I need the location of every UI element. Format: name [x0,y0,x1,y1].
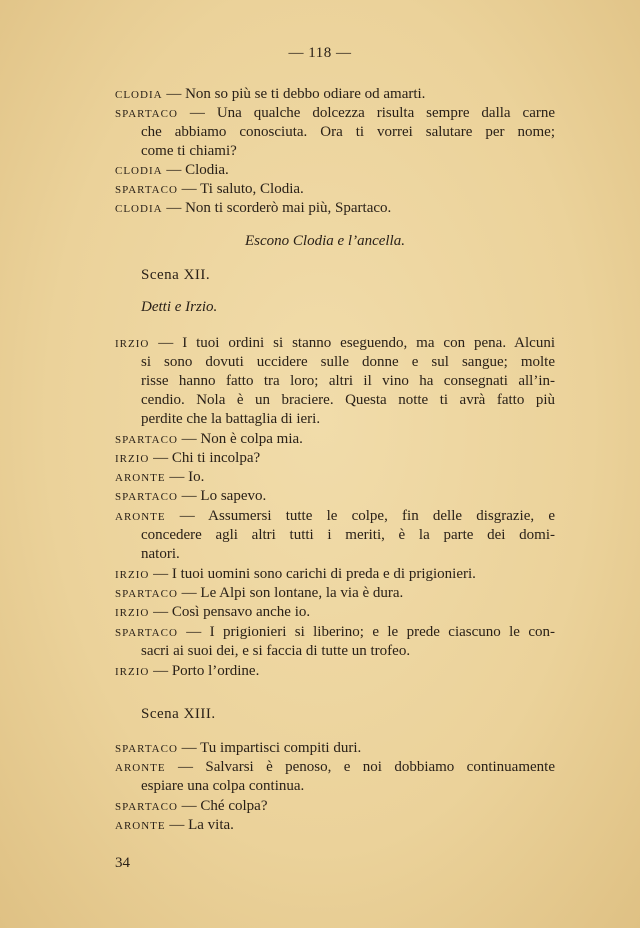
dialogue-line [115,430,555,450]
speaker-name: SPARTACO [115,801,178,813]
line-text: — I tuoi uomini sono carichi di preda e di prigionieri. [149,566,476,582]
line-text: — Una qualche dolcezza risulta sempre dalla carne [177,105,555,121]
line-text: — Salvarsi è penoso, e noi dobbiamo continuamente [165,759,555,775]
line-text: sacri ai suoi dei, e si faccia di tutte un trofeo. [141,643,411,659]
speaker-name: SPARTACO [115,743,178,755]
dialogue-line [141,410,555,429]
dialogue-line [141,353,555,372]
line-text: — Le Alpi son lontane, la via è dura. [177,585,404,601]
speaker-name: ARONTE [115,472,166,484]
line-text: — I tuoi ordini si stanno eseguendo, ma con pena. Alcuni [149,335,555,351]
line-text: si sono dovuti uccidere sulle donne e sul sangue; molte [141,354,555,370]
dialogue-line [115,199,555,219]
line-text: risse hanno fatto tra loro; altri il vino ha consegnati all’in- [141,373,555,389]
dialogue-line [141,142,555,161]
dialogue-line [115,449,555,469]
line-text: — Clodia. [162,162,229,178]
line-text: — Lo sapevo. [177,488,267,504]
speaker-name: SPARTACO [115,627,178,639]
dialogue-line [115,334,555,353]
speaker-name: CLODIA [115,165,163,177]
dialogue-line [115,565,555,585]
dialogue-line [115,816,555,836]
stage-direction: Detti e Irzio. [141,299,218,315]
speaker-name: SPARTACO [115,184,178,196]
dialogue-line [115,584,555,604]
speaker-name: IRZIO [115,453,150,465]
dialogue-line [141,391,555,410]
line-text: — Chi ti incolpa? [149,450,261,466]
dialogue-line [115,662,555,682]
dialogue-line [115,104,555,123]
speaker-name: ARONTE [115,511,166,523]
dialogue-line [115,85,555,105]
dialogue-line [115,739,555,759]
dialogue-line [141,642,555,661]
dialogue-line [141,372,555,391]
line-text: — Così pensavo anche io. [149,604,311,620]
speaker-name: SPARTACO [115,491,178,503]
speaker-name: IRZIO [115,569,150,581]
speaker-name: ARONTE [115,762,166,774]
line-text: — Ti saluto, Clodia. [177,181,304,197]
line-text: perdite che la battaglia di ieri. [141,411,321,427]
line-text: espiare una colpa continua. [141,778,305,794]
dialogue-line [115,797,555,817]
speaker-name: SPARTACO [115,108,178,120]
page-number: — 118 — [288,45,352,61]
line-text: — Non so più se ti debbo odiare od amarti. [162,86,426,102]
dialogue-line [141,526,555,545]
signature-mark: 34 [115,855,130,871]
line-text: natori. [141,546,180,562]
line-text: concedere agli altri tutti i meriti, è la parte dei domi- [141,527,555,543]
speaker-name: IRZIO [115,338,150,350]
dialogue-line [115,623,555,642]
speaker-name: CLODIA [115,203,163,215]
scene-heading: Scena XII. [141,267,211,283]
speaker-name: CLODIA [115,89,163,101]
dialogue-line [115,161,555,181]
dialogue-line [115,603,555,623]
line-text: — Assumersi tutte le colpe, fin delle disgrazie, e [165,508,555,524]
dialogue-line [115,180,555,200]
speaker-name: SPARTACO [115,434,178,446]
scene-heading: Scena XIII. [141,706,216,722]
line-text: — Tu impartisci compiti duri. [177,740,362,756]
dialogue-line [115,758,555,777]
dialogue-line [141,777,555,796]
dialogue-line [141,545,555,564]
line-text: che abbiamo conosciuta. Ora ti vorrei salutare per nome; [141,124,555,140]
line-text: come ti chiami? [141,143,237,159]
line-text: — La vita. [165,817,234,833]
line-text: — Porto l’ordine. [149,663,260,679]
line-text: — Non ti scorderò mai più, Spartaco. [162,200,392,216]
dialogue-line [115,487,555,507]
dialogue-line [115,507,555,526]
line-text: — Io. [165,469,205,485]
line-text: — Non è colpa mia. [177,431,303,447]
line-text: — I prigionieri si liberino; e le prede ciascuno le con- [177,624,555,640]
dialogue-line [115,468,555,488]
speaker-name: SPARTACO [115,588,178,600]
stage-direction: Escono Clodia e l’ancella. [245,233,405,249]
dialogue-line [141,123,555,142]
speaker-name: IRZIO [115,666,150,678]
line-text: — Ché colpa? [177,798,268,814]
line-text: cendio. Nola è un braciere. Questa notte ti avrà fatto più [141,392,555,408]
speaker-name: IRZIO [115,607,150,619]
speaker-name: ARONTE [115,820,166,832]
